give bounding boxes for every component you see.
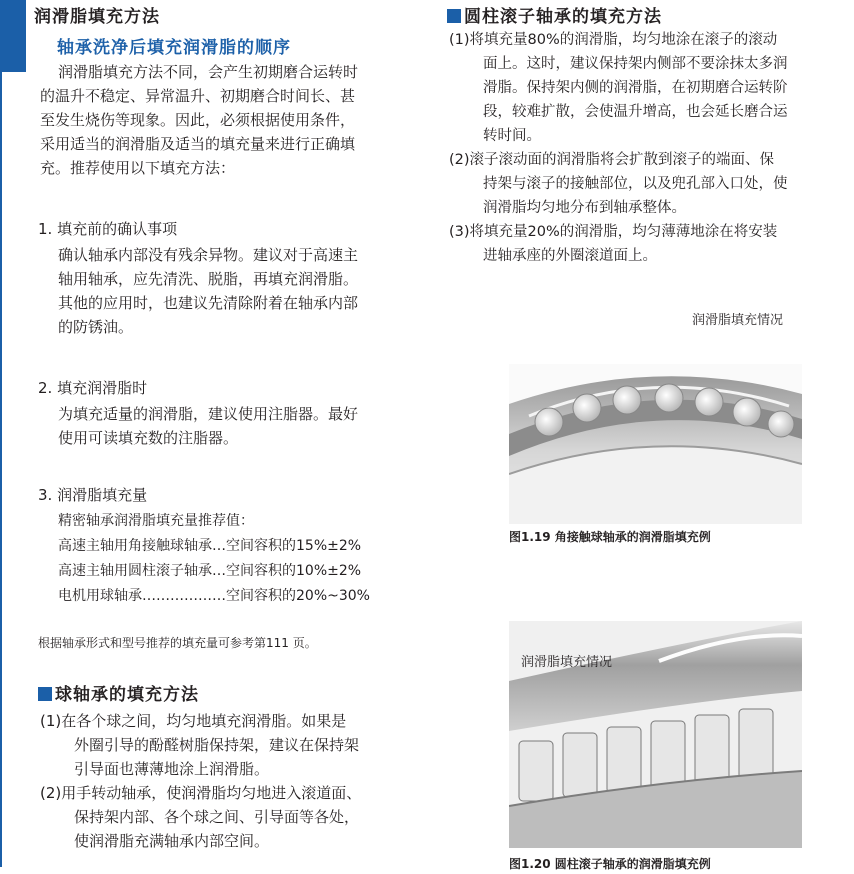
intro-line: 的温升不稳定、异常温升、初期磨合时间长、甚	[40, 87, 356, 105]
figure-2-caption: 图1.20 圆柱滚子轴承的润滑脂填充例	[509, 857, 711, 871]
step-line: (3)将填充量20%的润滑脂，均匀薄薄地涂在将安装	[449, 224, 778, 240]
section-2-heading: 2. 填充润滑脂时	[38, 379, 148, 397]
section-line: 其他的应用时，也建议先清除附着在轴承内部	[58, 294, 359, 312]
intro-line: 至发生烧伤等现象。因此，必须根据使用条件，	[40, 111, 356, 129]
section-1-heading: 1. 填充前的确认事项	[38, 220, 178, 238]
step-line: 滑脂。保持架内侧的润滑脂，在初期磨合运转阶	[483, 80, 788, 96]
ball-bearing-heading	[38, 680, 199, 705]
step-line: 段，较难扩散，会使温升增高，也会延长磨合运	[483, 104, 788, 120]
left-margin-rule	[0, 72, 2, 867]
fill-amount-row: 电机用球轴承………………空间容积的20%~30%	[58, 588, 370, 604]
roller-bearing-steps	[449, 28, 788, 268]
section-line: 确认轴承内部没有残余异物。建议对于高速主	[58, 246, 359, 264]
step-line: 使润滑脂充满轴承内部空间。	[74, 832, 270, 850]
intro-paragraph	[40, 60, 358, 180]
roller-bearing-heading-text: 圆柱滚子轴承的填充方法	[464, 7, 662, 27]
figure-2-label: 润滑脂填充情况	[521, 655, 613, 670]
reference-note: 根据轴承形式和型号推荐的填充量可参考第111 页。	[38, 636, 317, 650]
step-line: 进轴承座的外圈滚道面上。	[483, 248, 657, 264]
angular-contact-ball-bearing-photo	[509, 364, 802, 524]
step-line: 外圈引导的酚醛树脂保持架，建议在保持架	[74, 736, 360, 754]
step-line: 引导面也薄薄地涂上润滑脂。	[74, 760, 270, 778]
section-1-body	[58, 243, 358, 339]
bearing-ball-image	[509, 364, 802, 524]
ball-bearing-heading-text: 球轴承的填充方法	[55, 685, 199, 705]
section-line: 为填充适量的润滑脂，建议使用注脂器。最好	[58, 405, 359, 423]
step-line: (2)滚子滚动面的润滑脂将会扩散到滚子的端面、保	[449, 152, 775, 168]
fill-amount-row: 高速主轴用角接触球轴承…空间容积的15%±2%	[58, 538, 362, 554]
cylindrical-roller-bearing-photo	[509, 621, 802, 848]
step-line: 保持架内部、各个球之间、引导面等各处，	[74, 808, 360, 826]
step-line: (1)在各个球之间，均匀地填充润滑脂。如果是	[40, 712, 347, 730]
roller-bearing-heading	[447, 2, 662, 27]
page-subtitle: 轴承洗净后填充润滑脂的顺序	[57, 38, 291, 58]
ball-bearing-steps	[40, 709, 361, 853]
step-line: 转时间。	[483, 128, 541, 144]
figure-1-label: 润滑脂填充情况	[692, 313, 784, 328]
square-bullet-icon	[447, 9, 461, 23]
page-title: 润滑脂填充方法	[34, 7, 160, 27]
section-3-body	[58, 509, 370, 609]
section-line: 精密轴承润滑脂填充量推荐值：	[58, 513, 254, 529]
step-line: (2)用手转动轴承，使润滑脂均匀地进入滚道面、	[40, 784, 362, 802]
section-line: 轴用轴承，应先清洗、脱脂，再填充润滑脂。	[58, 270, 359, 288]
step-line: 持架与滚子的接触部位，以及兜孔部入口处，使	[483, 176, 788, 192]
section-2-body	[58, 402, 358, 450]
fill-amount-row: 高速主轴用圆柱滚子轴承…空间容积的10%±2%	[58, 563, 362, 579]
section-3-heading: 3. 润滑脂填充量	[38, 486, 148, 504]
figure-1-caption: 图1.19 角接触球轴承的润滑脂填充例	[509, 530, 711, 544]
intro-line: 采用适当的润滑脂及适当的填充量来进行正确填	[40, 135, 356, 153]
section-line: 的防锈油。	[58, 318, 134, 336]
intro-line: 充。推荐使用以下填充方法：	[40, 159, 236, 177]
step-line: (1)将填充量80%的润滑脂，均匀地涂在滚子的滚动	[449, 32, 778, 48]
sidebar-accent-bar	[0, 0, 26, 72]
step-line: 润滑脂均匀地分布到轴承整体。	[483, 200, 686, 216]
section-line: 使用可读填充数的注脂器。	[58, 429, 239, 447]
intro-line: 润滑脂填充方法不同，会产生初期磨合运转时	[58, 63, 359, 81]
square-bullet-icon	[38, 687, 52, 701]
step-line: 面上。这时，建议保持架内侧部不要涂抹太多润	[483, 56, 788, 72]
